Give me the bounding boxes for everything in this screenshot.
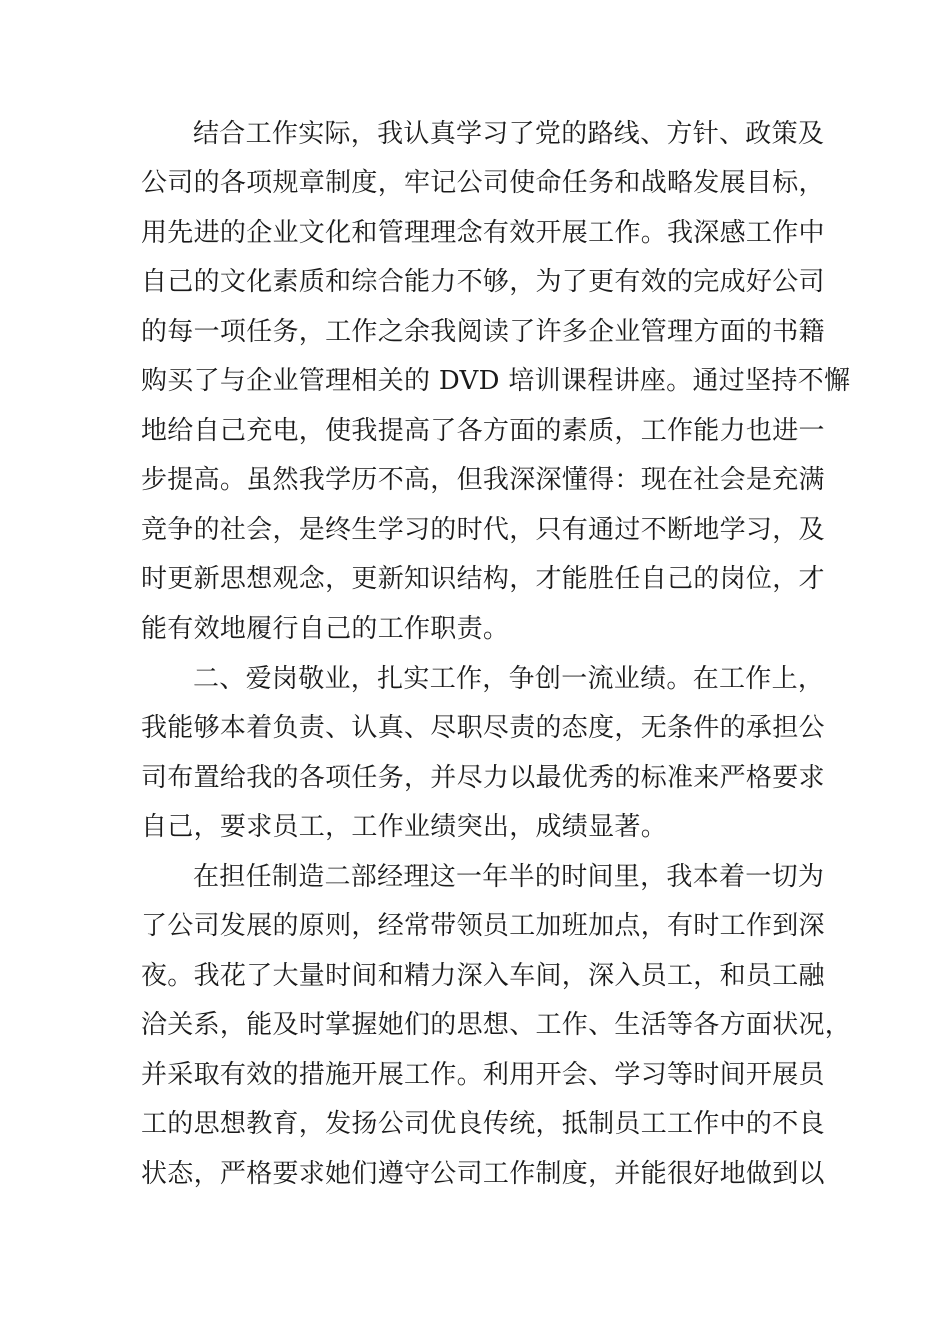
paragraph-line: 时更新思想观念，更新知识结构，才能胜任自己的岗位，才 xyxy=(141,564,825,594)
paragraph-line: 在担任制造二部经理这一年半的时间里，我本着一切为 xyxy=(193,862,825,892)
paragraph-line: 自己的文化素质和综合能力不够，为了更有效的完成好公司 xyxy=(141,267,825,297)
paragraph-line: 竞争的社会，是终生学习的时代，只有通过不断地学习，及 xyxy=(141,515,825,545)
paragraph-line: 状态，严格要求她们遵守公司工作制度，并能很好地做到以 xyxy=(141,1159,825,1189)
paragraph-line: 工的思想教育，发扬公司优良传统，抵制员工工作中的不良 xyxy=(141,1109,825,1139)
paragraph-line: 洽关系，能及时掌握她们的思想、工作、生活等各方面状况， xyxy=(141,1010,852,1040)
section-heading-line: 二、爱岗敬业，扎实工作，争创一流业绩。在工作上， xyxy=(193,664,825,694)
paragraph-line: 能有效地履行自己的工作职责。 xyxy=(141,614,510,644)
paragraph-line: 并采取有效的措施开展工作。利用开会、学习等时间开展员 xyxy=(141,1060,825,1090)
paragraph-line: 夜。我花了大量时间和精力深入车间，深入员工，和员工融 xyxy=(141,961,825,991)
paragraph-line: 了公司发展的原则，经常带领员工加班加点，有时工作到深 xyxy=(141,911,825,941)
paragraph-line: 自己，要求员工，工作业绩突出，成绩显著。 xyxy=(141,812,668,842)
paragraph-line: 司布置给我的各项任务，并尽力以最优秀的标准来严格要求 xyxy=(141,763,825,793)
paragraph-line: 公司的各项规章制度，牢记公司使命任务和战略发展目标， xyxy=(141,168,825,198)
paragraph-line: 我能够本着负责、认真、尽职尽责的态度，无条件的承担公 xyxy=(141,713,825,743)
paragraph-line: 用先进的企业文化和管理理念有效开展工作。我深感工作中 xyxy=(141,218,825,248)
paragraph-line: 购买了与企业管理相关的 DVD 培训课程讲座。通过坚持不懈 xyxy=(141,366,851,396)
paragraph-line: 步提高。虽然我学历不高，但我深深懂得：现在社会是充满 xyxy=(141,465,825,495)
paragraph-line: 结合工作实际，我认真学习了党的路线、方针、政策及 xyxy=(193,119,825,149)
paragraph-line: 的每一项任务，工作之余我阅读了许多企业管理方面的书籍 xyxy=(141,317,825,347)
paragraph-line: 地给自己充电，使我提高了各方面的素质，工作能力也进一 xyxy=(141,416,825,446)
